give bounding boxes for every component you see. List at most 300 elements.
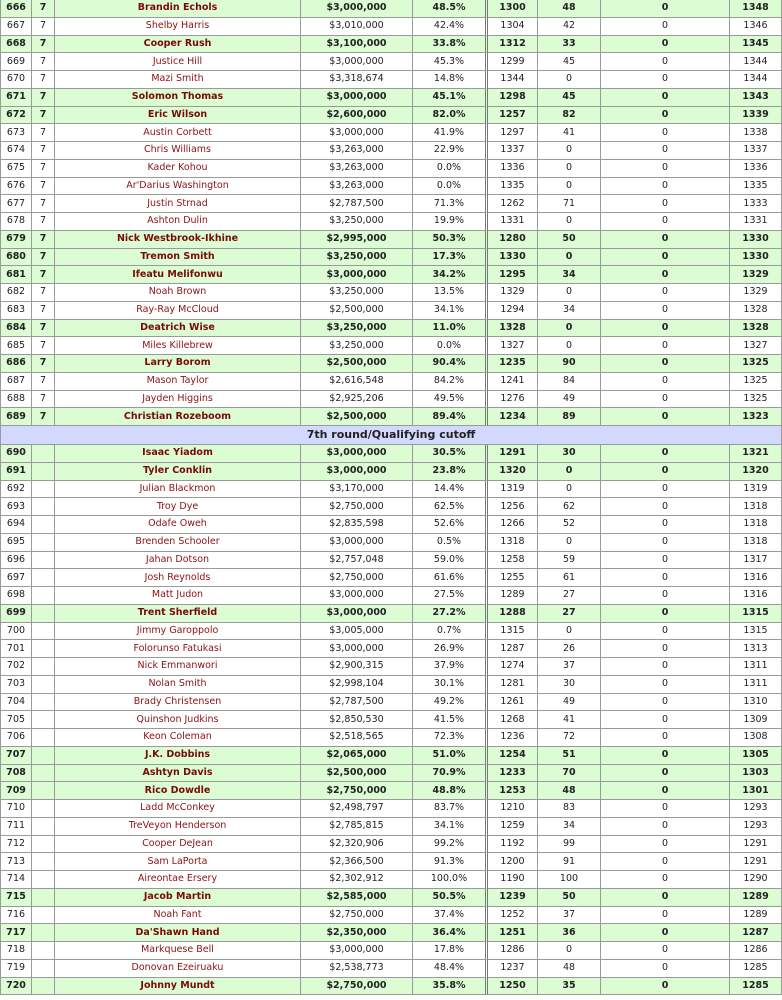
player-name: Miles Killebrew — [55, 337, 301, 355]
player-name: Brady Christensen — [55, 694, 301, 712]
score-cell: 1318 — [730, 534, 782, 552]
score-cell: 1311 — [730, 658, 782, 676]
adjust-cell: 0 — [601, 960, 730, 978]
player-name: Ar'Darius Washington — [55, 178, 301, 196]
adjust-cell: 0 — [601, 195, 730, 213]
percent-cell: 19.9% — [413, 213, 488, 231]
percent-cell: 99.2% — [413, 836, 488, 854]
table-row — [0, 391, 782, 409]
bonus-cell: 49 — [538, 694, 601, 712]
rank-cell: 684 — [0, 320, 32, 338]
salary-cell: $3,263,000 — [301, 142, 413, 160]
adjust-cell: 0 — [601, 534, 730, 552]
value-cell: 1315 — [488, 623, 538, 641]
table-row — [0, 924, 782, 942]
bonus-cell: 36 — [538, 924, 601, 942]
percent-cell: 51.0% — [413, 747, 488, 765]
bonus-cell: 51 — [538, 747, 601, 765]
table-row — [0, 302, 782, 320]
value-cell: 1268 — [488, 711, 538, 729]
score-cell: 1336 — [730, 160, 782, 178]
salary-cell: $3,000,000 — [301, 942, 413, 960]
table-row — [0, 800, 782, 818]
round-cell — [32, 942, 55, 960]
table-row — [0, 747, 782, 765]
salary-cell: $3,000,000 — [301, 89, 413, 107]
round-cell: 7 — [32, 337, 55, 355]
round-cell: 7 — [32, 231, 55, 249]
salary-cell: $3,000,000 — [301, 534, 413, 552]
value-cell: 1256 — [488, 498, 538, 516]
rank-cell: 705 — [0, 711, 32, 729]
percent-cell: 33.8% — [413, 36, 488, 54]
round-cell: 7 — [32, 266, 55, 284]
rank-cell: 700 — [0, 623, 32, 641]
percent-cell: 35.8% — [413, 978, 488, 996]
adjust-cell: 0 — [601, 160, 730, 178]
table-row — [0, 658, 782, 676]
table-row — [0, 124, 782, 142]
score-cell: 1329 — [730, 266, 782, 284]
round-cell: 7 — [32, 408, 55, 426]
adjust-cell: 0 — [601, 729, 730, 747]
value-cell: 1318 — [488, 534, 538, 552]
rank-cell: 717 — [0, 924, 32, 942]
player-name: Jacob Martin — [55, 889, 301, 907]
percent-cell: 0.7% — [413, 623, 488, 641]
score-cell: 1316 — [730, 587, 782, 605]
adjust-cell: 0 — [601, 337, 730, 355]
value-cell: 1210 — [488, 800, 538, 818]
rank-cell: 668 — [0, 36, 32, 54]
adjust-cell: 0 — [601, 249, 730, 267]
score-cell: 1331 — [730, 213, 782, 231]
score-cell: 1344 — [730, 71, 782, 89]
rank-cell: 712 — [0, 836, 32, 854]
adjust-cell: 0 — [601, 302, 730, 320]
salary-cell: $2,350,000 — [301, 924, 413, 942]
rank-cell: 711 — [0, 818, 32, 836]
bonus-cell: 37 — [538, 658, 601, 676]
round-cell: 7 — [32, 18, 55, 36]
adjust-cell: 0 — [601, 978, 730, 996]
bonus-cell: 89 — [538, 408, 601, 426]
round-cell — [32, 853, 55, 871]
score-cell: 1325 — [730, 373, 782, 391]
value-cell: 1288 — [488, 605, 538, 623]
player-name: Noah Fant — [55, 907, 301, 925]
round-cell — [32, 924, 55, 942]
rank-cell: 691 — [0, 463, 32, 481]
value-cell: 1258 — [488, 552, 538, 570]
rank-cell: 709 — [0, 782, 32, 800]
player-name: Ifeatu Melifonwu — [55, 266, 301, 284]
round-cell — [32, 711, 55, 729]
round-cell — [32, 729, 55, 747]
rank-cell: 690 — [0, 445, 32, 463]
score-cell: 1285 — [730, 978, 782, 996]
round-cell — [32, 640, 55, 658]
player-name: Jayden Higgins — [55, 391, 301, 409]
bonus-cell: 37 — [538, 907, 601, 925]
percent-cell: 89.4% — [413, 408, 488, 426]
value-cell: 1259 — [488, 818, 538, 836]
rank-cell: 699 — [0, 605, 32, 623]
player-name: Josh Reynolds — [55, 569, 301, 587]
salary-cell: $2,600,000 — [301, 107, 413, 125]
adjust-cell: 0 — [601, 605, 730, 623]
bonus-cell: 0 — [538, 142, 601, 160]
bonus-cell: 0 — [538, 160, 601, 178]
rank-cell: 696 — [0, 552, 32, 570]
rank-cell: 716 — [0, 907, 32, 925]
rank-cell: 682 — [0, 284, 32, 302]
value-cell: 1297 — [488, 124, 538, 142]
table-row — [0, 605, 782, 623]
player-name: Mason Taylor — [55, 373, 301, 391]
percent-cell: 27.5% — [413, 587, 488, 605]
adjust-cell: 0 — [601, 516, 730, 534]
value-cell: 1190 — [488, 871, 538, 889]
salary-cell: $2,750,000 — [301, 907, 413, 925]
score-cell: 1285 — [730, 960, 782, 978]
player-name: Kader Kohou — [55, 160, 301, 178]
cutoff-label: 7th round/Qualifying cutoff — [0, 426, 782, 445]
table-row — [0, 765, 782, 783]
round-cell — [32, 960, 55, 978]
percent-cell: 34.1% — [413, 302, 488, 320]
bonus-cell: 0 — [538, 534, 601, 552]
score-cell: 1328 — [730, 302, 782, 320]
table-row — [0, 640, 782, 658]
table-row — [0, 676, 782, 694]
value-cell: 1236 — [488, 729, 538, 747]
round-cell: 7 — [32, 0, 55, 18]
percent-cell: 37.4% — [413, 907, 488, 925]
adjust-cell: 0 — [601, 800, 730, 818]
bonus-cell: 0 — [538, 623, 601, 641]
value-cell: 1299 — [488, 53, 538, 71]
score-cell: 1327 — [730, 337, 782, 355]
adjust-cell: 0 — [601, 231, 730, 249]
percent-cell: 91.3% — [413, 853, 488, 871]
table-row — [0, 871, 782, 889]
percent-cell: 49.2% — [413, 694, 488, 712]
score-cell: 1318 — [730, 498, 782, 516]
player-name: Isaac Yiadom — [55, 445, 301, 463]
round-cell: 7 — [32, 302, 55, 320]
adjust-cell: 0 — [601, 481, 730, 499]
table-row — [0, 782, 782, 800]
value-cell: 1250 — [488, 978, 538, 996]
table-row — [0, 89, 782, 107]
bonus-cell: 50 — [538, 231, 601, 249]
adjust-cell: 0 — [601, 782, 730, 800]
rank-cell: 694 — [0, 516, 32, 534]
bonus-cell: 84 — [538, 373, 601, 391]
round-cell: 7 — [32, 53, 55, 71]
table-row — [0, 587, 782, 605]
salary-cell: $2,065,000 — [301, 747, 413, 765]
player-name: TreVeyon Henderson — [55, 818, 301, 836]
percent-cell: 61.6% — [413, 569, 488, 587]
adjust-cell: 0 — [601, 355, 730, 373]
rank-cell: 674 — [0, 142, 32, 160]
score-cell: 1293 — [730, 818, 782, 836]
value-cell: 1280 — [488, 231, 538, 249]
salary-cell: $3,100,000 — [301, 36, 413, 54]
table-row — [0, 231, 782, 249]
salary-cell: $2,500,000 — [301, 408, 413, 426]
adjust-cell: 0 — [601, 711, 730, 729]
bonus-cell: 0 — [538, 320, 601, 338]
bonus-cell: 33 — [538, 36, 601, 54]
percent-cell: 50.3% — [413, 231, 488, 249]
score-cell: 1301 — [730, 782, 782, 800]
round-cell — [32, 569, 55, 587]
adjust-cell: 0 — [601, 18, 730, 36]
player-name: Cooper Rush — [55, 36, 301, 54]
rank-cell: 671 — [0, 89, 32, 107]
percent-cell: 14.4% — [413, 481, 488, 499]
player-name: Julian Blackmon — [55, 481, 301, 499]
score-cell: 1337 — [730, 142, 782, 160]
adjust-cell: 0 — [601, 747, 730, 765]
adjust-cell: 0 — [601, 924, 730, 942]
percent-cell: 48.8% — [413, 782, 488, 800]
rank-cell: 697 — [0, 569, 32, 587]
round-cell: 7 — [32, 160, 55, 178]
salary-cell: $3,250,000 — [301, 320, 413, 338]
bonus-cell: 91 — [538, 853, 601, 871]
adjust-cell: 0 — [601, 320, 730, 338]
value-cell: 1294 — [488, 302, 538, 320]
salary-cell: $2,925,206 — [301, 391, 413, 409]
table-row — [0, 569, 782, 587]
round-cell — [32, 907, 55, 925]
salary-cell: $3,000,000 — [301, 463, 413, 481]
player-name: Johnny Mundt — [55, 978, 301, 996]
table-row — [0, 266, 782, 284]
percent-cell: 48.5% — [413, 0, 488, 18]
salary-cell: $2,995,000 — [301, 231, 413, 249]
salary-cell: $2,757,048 — [301, 552, 413, 570]
salary-cell: $2,787,500 — [301, 694, 413, 712]
rank-cell: 710 — [0, 800, 32, 818]
table-row — [0, 694, 782, 712]
bonus-cell: 52 — [538, 516, 601, 534]
adjust-cell: 0 — [601, 623, 730, 641]
round-cell — [32, 481, 55, 499]
player-name: Deatrich Wise — [55, 320, 301, 338]
salary-cell: $3,263,000 — [301, 160, 413, 178]
percent-cell: 17.3% — [413, 249, 488, 267]
score-cell: 1320 — [730, 463, 782, 481]
table-row — [0, 711, 782, 729]
round-cell: 7 — [32, 355, 55, 373]
table-row — [0, 178, 782, 196]
round-cell — [32, 623, 55, 641]
salary-cell: $3,250,000 — [301, 284, 413, 302]
table-row — [0, 516, 782, 534]
table-row — [0, 907, 782, 925]
salary-cell: $3,000,000 — [301, 0, 413, 18]
table-row — [0, 889, 782, 907]
value-cell: 1337 — [488, 142, 538, 160]
bonus-cell: 48 — [538, 782, 601, 800]
player-name: Keon Coleman — [55, 729, 301, 747]
adjust-cell: 0 — [601, 0, 730, 18]
salary-cell: $3,010,000 — [301, 18, 413, 36]
value-cell: 1344 — [488, 71, 538, 89]
percent-cell: 42.4% — [413, 18, 488, 36]
score-cell: 1289 — [730, 907, 782, 925]
score-cell: 1315 — [730, 623, 782, 641]
table-row — [0, 978, 782, 996]
bonus-cell: 0 — [538, 481, 601, 499]
rank-cell: 673 — [0, 124, 32, 142]
percent-cell: 0.0% — [413, 160, 488, 178]
round-cell — [32, 889, 55, 907]
rank-cell: 672 — [0, 107, 32, 125]
score-cell: 1318 — [730, 516, 782, 534]
bonus-cell: 82 — [538, 107, 601, 125]
value-cell: 1254 — [488, 747, 538, 765]
round-cell — [32, 676, 55, 694]
score-cell: 1316 — [730, 569, 782, 587]
percent-cell: 13.5% — [413, 284, 488, 302]
bonus-cell: 72 — [538, 729, 601, 747]
player-name: Nick Emmanwori — [55, 658, 301, 676]
rank-cell: 702 — [0, 658, 32, 676]
table-row — [0, 373, 782, 391]
rank-cell: 683 — [0, 302, 32, 320]
round-cell: 7 — [32, 320, 55, 338]
score-cell: 1346 — [730, 18, 782, 36]
player-name: Chris Williams — [55, 142, 301, 160]
salary-cell: $3,263,000 — [301, 178, 413, 196]
round-cell — [32, 978, 55, 996]
salary-cell: $2,498,797 — [301, 800, 413, 818]
table-body-top — [0, 0, 782, 426]
player-name: Eric Wilson — [55, 107, 301, 125]
score-cell: 1343 — [730, 89, 782, 107]
value-cell: 1304 — [488, 18, 538, 36]
salary-cell: $2,302,912 — [301, 871, 413, 889]
salary-cell: $2,500,000 — [301, 355, 413, 373]
round-cell — [32, 534, 55, 552]
value-cell: 1291 — [488, 445, 538, 463]
rank-cell: 713 — [0, 853, 32, 871]
adjust-cell: 0 — [601, 853, 730, 871]
player-name: Da'Shawn Hand — [55, 924, 301, 942]
rank-cell: 692 — [0, 481, 32, 499]
round-cell — [32, 516, 55, 534]
rank-cell: 707 — [0, 747, 32, 765]
value-cell: 1289 — [488, 587, 538, 605]
player-name: Troy Dye — [55, 498, 301, 516]
player-name: Aireontae Ersery — [55, 871, 301, 889]
adjust-cell: 0 — [601, 587, 730, 605]
value-cell: 1327 — [488, 337, 538, 355]
value-cell: 1233 — [488, 765, 538, 783]
rank-cell: 718 — [0, 942, 32, 960]
percent-cell: 27.2% — [413, 605, 488, 623]
percent-cell: 59.0% — [413, 552, 488, 570]
player-name: Markquese Bell — [55, 942, 301, 960]
value-cell: 1239 — [488, 889, 538, 907]
table-row — [0, 337, 782, 355]
value-cell: 1300 — [488, 0, 538, 18]
score-cell: 1305 — [730, 747, 782, 765]
value-cell: 1262 — [488, 195, 538, 213]
adjust-cell: 0 — [601, 552, 730, 570]
percent-cell: 36.4% — [413, 924, 488, 942]
rank-cell: 701 — [0, 640, 32, 658]
player-name: Nick Westbrook-Ikhine — [55, 231, 301, 249]
table-row — [0, 445, 782, 463]
bonus-cell: 48 — [538, 960, 601, 978]
percent-cell: 41.9% — [413, 124, 488, 142]
salary-cell: $2,320,906 — [301, 836, 413, 854]
value-cell: 1287 — [488, 640, 538, 658]
player-name: Jahan Dotson — [55, 552, 301, 570]
score-cell: 1330 — [730, 249, 782, 267]
score-cell: 1311 — [730, 676, 782, 694]
salary-cell: $2,616,548 — [301, 373, 413, 391]
salary-cell: $3,000,000 — [301, 605, 413, 623]
score-cell: 1291 — [730, 836, 782, 854]
value-cell: 1331 — [488, 213, 538, 231]
percent-cell: 23.8% — [413, 463, 488, 481]
table-row — [0, 836, 782, 854]
round-cell: 7 — [32, 195, 55, 213]
rank-cell: 687 — [0, 373, 32, 391]
adjust-cell: 0 — [601, 889, 730, 907]
table-row — [0, 320, 782, 338]
bonus-cell: 30 — [538, 445, 601, 463]
adjust-cell: 0 — [601, 836, 730, 854]
player-name: Sam LaPorta — [55, 853, 301, 871]
round-cell — [32, 694, 55, 712]
bonus-cell: 70 — [538, 765, 601, 783]
table-row — [0, 355, 782, 373]
bonus-cell: 0 — [538, 71, 601, 89]
salary-cell: $3,318,674 — [301, 71, 413, 89]
score-cell: 1309 — [730, 711, 782, 729]
score-cell: 1290 — [730, 871, 782, 889]
salary-cell: $2,750,000 — [301, 569, 413, 587]
salary-cell: $3,000,000 — [301, 53, 413, 71]
adjust-cell: 0 — [601, 391, 730, 409]
table-row — [0, 71, 782, 89]
table-body-bottom — [0, 445, 782, 995]
score-cell: 1330 — [730, 231, 782, 249]
adjust-cell: 0 — [601, 445, 730, 463]
value-cell: 1295 — [488, 266, 538, 284]
player-name: Cooper DeJean — [55, 836, 301, 854]
score-cell: 1338 — [730, 124, 782, 142]
player-name: Mazi Smith — [55, 71, 301, 89]
rank-cell: 670 — [0, 71, 32, 89]
table-row — [0, 623, 782, 641]
score-cell: 1310 — [730, 694, 782, 712]
percent-cell: 70.9% — [413, 765, 488, 783]
salary-cell: $2,835,598 — [301, 516, 413, 534]
value-cell: 1252 — [488, 907, 538, 925]
round-cell: 7 — [32, 124, 55, 142]
table-row — [0, 853, 782, 871]
